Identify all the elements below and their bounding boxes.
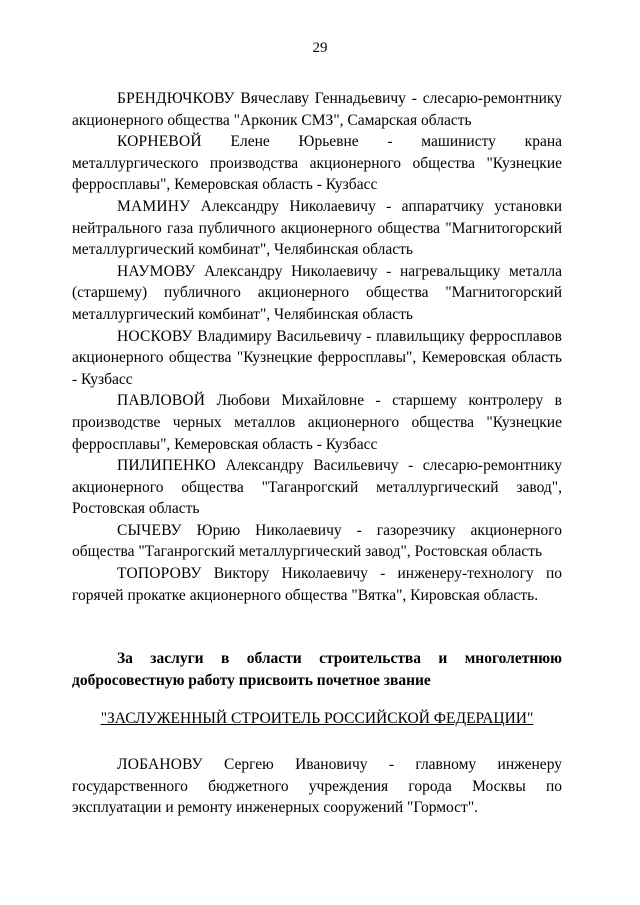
recipient-surname: НАУМОВУ (117, 262, 196, 280)
recipient-details: Юрию Николаевичу - газорезчику акционерного общества "Таганрогский металлургический завод", Ростовская область (72, 521, 562, 561)
award-entry (72, 261, 562, 326)
recipient-surname: МАМИНУ (117, 197, 191, 215)
recipient-surname: ТОПОРОВУ (117, 565, 202, 583)
award-entry (72, 88, 562, 131)
page-number: 29 (312, 40, 328, 56)
recipient-details: Елене Юрьевне - машинисту крана металлургического производства акционерного общества "Кузнецкие ферросплавы", Кемеровская область - Кузбасс (72, 133, 562, 194)
award-entry (72, 326, 562, 391)
recipient-details: Александру Васильевичу - слесарю-ремонтнику акционерного общества "Таганрогский металлургический завод", Ростовская область (72, 457, 562, 518)
recipient-surname: ПИЛИПЕНКО (117, 457, 216, 475)
recipient-details: Виктору Николаевичу - инженеру-технологу по горячей прокатке акционерного общества "Вятка", Кировская область. (72, 565, 562, 604)
recipient-details: Владимиру Васильевичу - плавильщику ферросплавов акционерного общества "Кузнецкие ферросплавы", Кемеровская область - Кузбасс (72, 327, 562, 388)
recipient-surname: СЫЧЕВУ (117, 521, 182, 539)
recipient-surname: ЛОБАНОВУ (117, 756, 203, 773)
recipient-details: Вячеславу Геннадьевичу - слесарю-ремонтнику акционерного общества "Арконик СМЗ", Самарская область (72, 90, 562, 129)
award-entry (72, 563, 562, 606)
recipient-surname: БРЕНДЮЧКОВУ (117, 90, 235, 107)
award-entry (72, 131, 562, 196)
final-award-list (72, 754, 562, 819)
recipient-details: Сергею Ивановичу - главному инженеру государственного бюджетного учреждения города Москвы по эксплуатации и ремонту инженерных сооружений "Гормост". (72, 756, 562, 817)
award-entry (72, 390, 562, 455)
recipient-details: Александру Николаевичу - нагревальщику металла (старшему) публичного акционерного общества "Магнитогорский металлургический комбинат", Челябинская область (72, 262, 562, 323)
recipient-surname: НОСКОВУ (117, 327, 193, 345)
recipient-surname: КОРНЕВОЙ (117, 133, 202, 151)
award-entry (72, 196, 562, 261)
award-list (72, 88, 562, 606)
award-entry (72, 520, 562, 563)
award-entry (72, 754, 562, 819)
recipient-details: Александру Николаевичу - аппаратчику установки нейтрального газа публичного акционерного общества "Магнитогорский металлургический комбинат", Челябинская область (72, 197, 562, 259)
recipient-surname: ПАВЛОВОЙ (117, 392, 206, 410)
section-heading: За заслуги в области строительства и многолетнюю добросовестную работу присвоить почетное звание (72, 650, 562, 689)
award-entry (72, 455, 562, 520)
honorary-title: "ЗАСЛУЖЕННЫЙ СТРОИТЕЛЬ РОССИЙСКОЙ ФЕДЕРАЦИИ" (100, 710, 534, 727)
recipient-details: Любови Михайловне - старшему контролеру в производстве черных металлов акционерного общества "Кузнецкие ферросплавы", Кемеровская область - Кузбасс (72, 392, 562, 453)
